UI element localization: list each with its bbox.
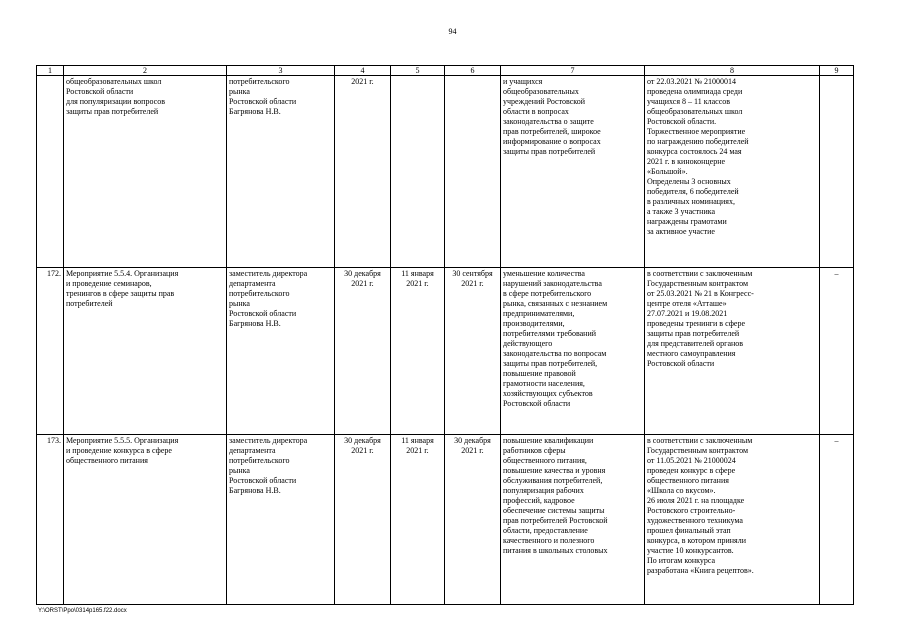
- note: –: [820, 268, 854, 435]
- expected-result: и учащихся общеобразовательных учреждений Ростовской области в вопросах законодательства о защите прав потребителей, широкое информирование о вопросах защиты прав потребителей: [501, 76, 645, 268]
- row-number: [37, 76, 64, 268]
- actual-result: в соответствии с заключенным Государственным контрактом от 25.03.2021 № 21 в Конгресс- центре отеля «Атташе» 27.07.2021 и 19.08.2021 проведены тренинги в сфере защиты прав потребителей для представителей органов местного самоуправления Ростовской области: [645, 268, 820, 435]
- row-number: 173.: [37, 435, 64, 605]
- col-num-3: 3: [227, 66, 335, 76]
- start-date: 11 января 2021 г.: [391, 435, 445, 605]
- row-number: 172.: [37, 268, 64, 435]
- start-date: [391, 76, 445, 268]
- col-num-4: 4: [335, 66, 391, 76]
- start-date: 11 января 2021 г.: [391, 268, 445, 435]
- file-path-footer: Y:\ORST\Ppo\0314p165.f22.docx: [38, 608, 127, 614]
- col-num-5: 5: [391, 66, 445, 76]
- report-table: [36, 65, 854, 605]
- planned-date: 30 декабря 2021 г.: [335, 268, 391, 435]
- planned-date: 2021 г.: [335, 76, 391, 268]
- note: [820, 76, 854, 268]
- responsible-person: заместитель директора департамента потребительского рынка Ростовской области Багрянова Н.В.: [227, 268, 335, 435]
- responsible-person: потребительского рынка Ростовской области Багрянова Н.В.: [227, 76, 335, 268]
- table-row: [37, 435, 854, 605]
- table-row: [37, 76, 854, 268]
- event-name: Мероприятие 5.5.5. Организация и проведение конкурса в сфере общественного питания: [64, 435, 227, 605]
- expected-result: уменьшение количества нарушений законодательства в сфере потребительского рынка, связанных с незнанием предпринимателями, производителями, потребителями требований действующего законодательства по вопросам защиты прав потребителей, повышение правовой грамотности населения, хозяйствующих субъектов Ростовской области: [501, 268, 645, 435]
- actual-result: в соответствии с заключенным Государственным контрактом от 11.05.2021 № 21000024 проведен конкурс в сфере общественного питания «Школа со вкусом». 26 июля 2021 г. на площадке Ростовского строительно- художественного техникума прошел финальный этап конкурса, в котором приняли участие 10 конкурсантов. По итогам конкурса разработана «Книга рецептов».: [645, 435, 820, 605]
- page-number: 94: [448, 27, 457, 36]
- event-name: общеобразовательных школ Ростовской области для популяризации вопросов защиты прав потребителей: [64, 76, 227, 268]
- event-name: Мероприятие 5.5.4. Организация и проведение семинаров, тренингов в сфере защиты прав потребителей: [64, 268, 227, 435]
- col-num-6: 6: [445, 66, 501, 76]
- actual-result: от 22.03.2021 № 21000014 проведена олимпиада среди учащихся 8 – 11 классов общеобразовательных школ Ростовской области. Торжественное мероприятие по награждению победителей конкурса состоялось 24 мая 2021 г. в киноконцерне «Большой». Определены 3 основных победителя, 6 победителей в различных номинациях, а также 3 участника награждены грамотами за активное участие: [645, 76, 820, 268]
- planned-date: 30 декабря 2021 г.: [335, 435, 391, 605]
- column-number-row: [37, 66, 854, 76]
- col-num-8: 8: [645, 66, 820, 76]
- col-num-1: 1: [37, 66, 64, 76]
- note: –: [820, 435, 854, 605]
- end-date: 30 декабря 2021 г.: [445, 435, 501, 605]
- col-num-7: 7: [501, 66, 645, 76]
- expected-result: повышение квалификации работников сферы общественного питания, повышение качества и уровня обслуживания потребителей, популяризация рабочих профессий, кадровое обеспечение системы защиты прав потребителей Ростовской области, предоставление качественного и полезного питания в школьных столовых: [501, 435, 645, 605]
- col-num-9: 9: [820, 66, 854, 76]
- col-num-2: 2: [64, 66, 227, 76]
- responsible-person: заместитель директора департамента потребительского рынка Ростовской области Багрянова Н.В.: [227, 435, 335, 605]
- table-row: [37, 268, 854, 435]
- end-date: 30 сентября 2021 г.: [445, 268, 501, 435]
- end-date: [445, 76, 501, 268]
